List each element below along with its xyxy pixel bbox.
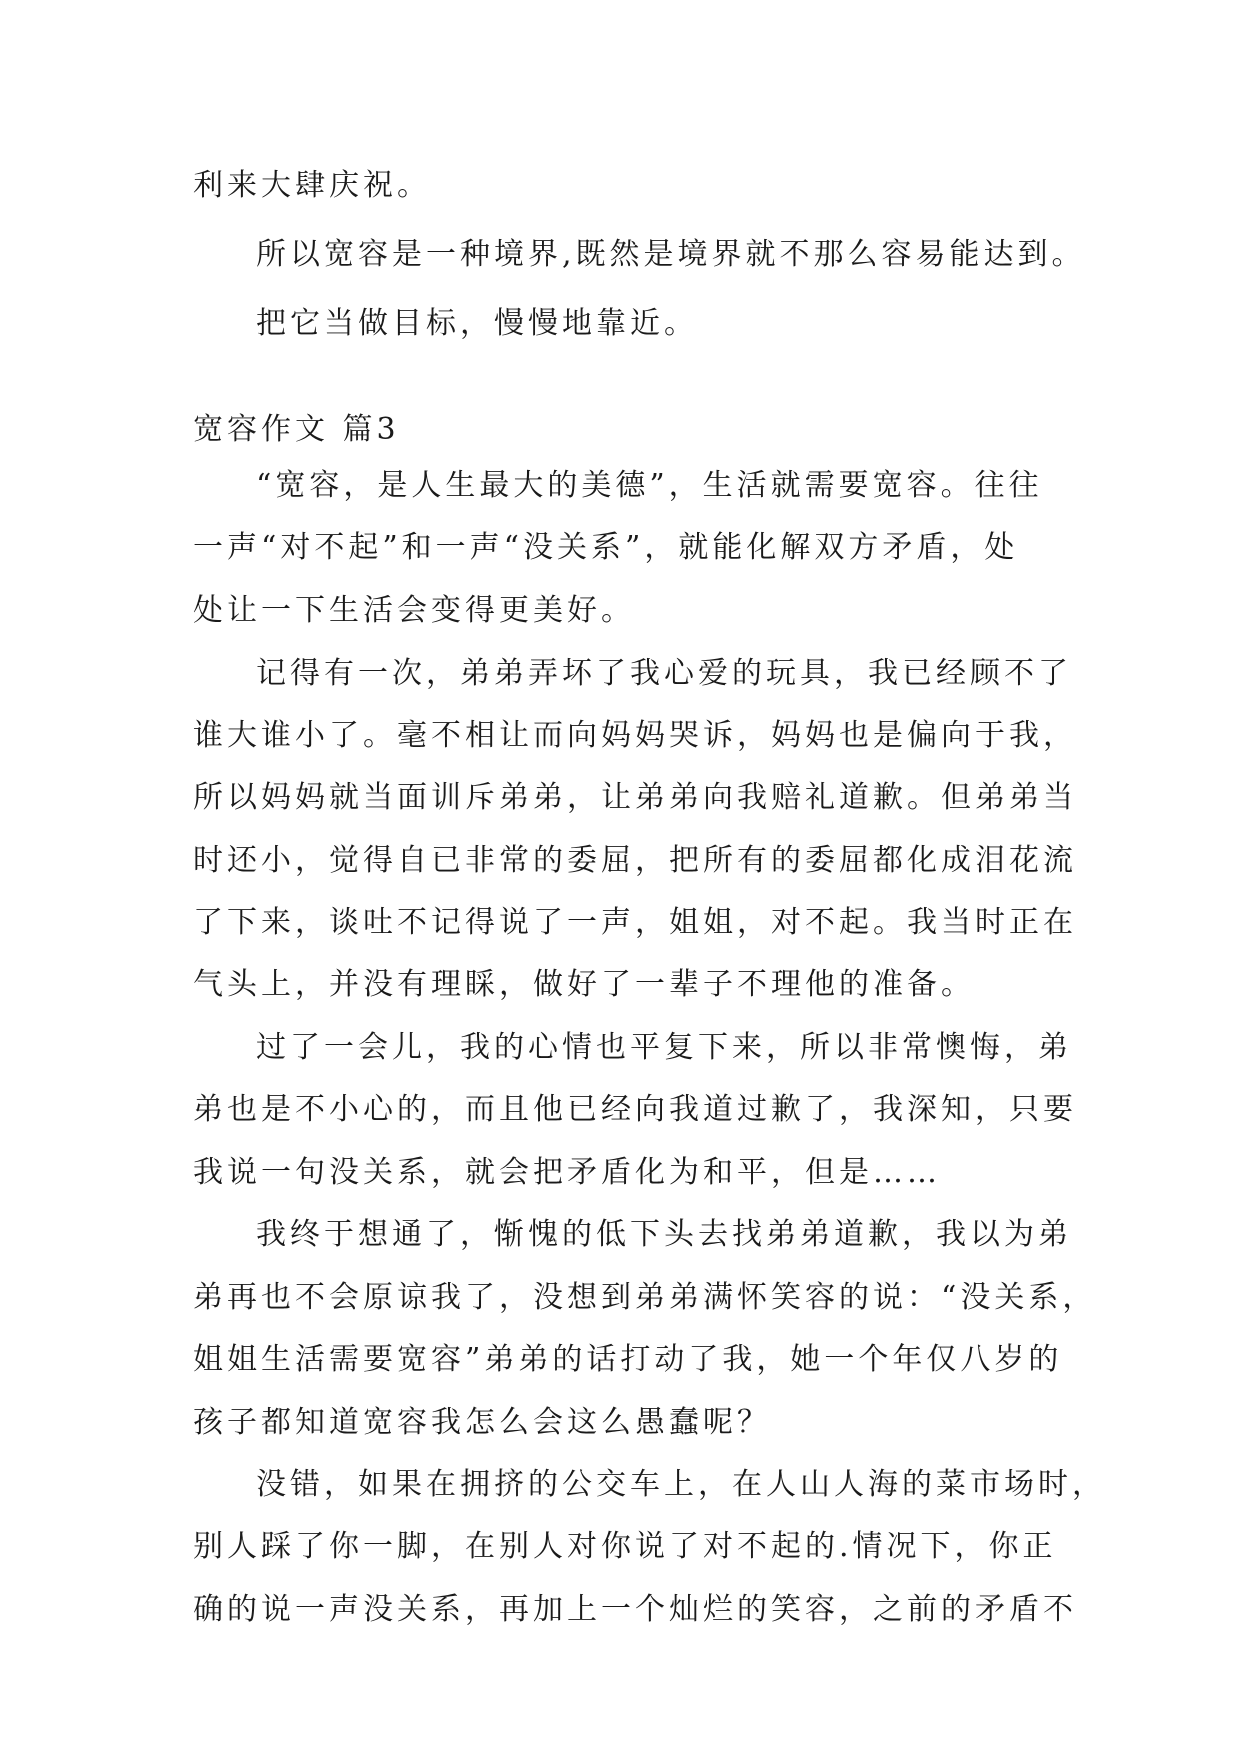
text-line: 记得有一次，弟弟弄坏了我心爱的玩具，我已经顾不了 (256, 656, 1072, 691)
text-line: 确的说一声没关系，再加上一个灿烂的笑容，之前的矛盾不 (193, 1592, 1077, 1627)
text-line: 所以宽容是一种境界,既然是境界就不那么容易能达到。 (256, 237, 1086, 272)
text-line: “宽容，是人生最大的美德”，生活就需要宽容。往往 (256, 468, 1043, 503)
text-line: 孩子都知道宽容我怎么会这么愚蠢呢？ (193, 1405, 771, 1440)
text-line: 过了一会儿，我的心情也平复下来，所以非常懊悔，弟 (256, 1030, 1072, 1065)
text-line: 弟也是不小心的，而且他已经向我道过歉了，我深知，只要 (193, 1092, 1077, 1127)
text-line: 我说一句没关系，就会把矛盾化为和平，但是…… (193, 1155, 941, 1190)
text-line: 处让一下生活会变得更美好。 (193, 593, 635, 628)
text-line: 一声“对不起”和一声“没关系”，就能化解双方矛盾，处 (193, 530, 1019, 565)
text-line: 姐姐生活需要宽容”弟弟的话打动了我，她一个年仅八岁的 (193, 1342, 1063, 1377)
section-heading: 宽容作文 篇3 (193, 412, 400, 447)
text-line: 气头上，并没有理睬，做好了一辈子不理他的准备。 (193, 967, 975, 1002)
text-line: 了下来，谈吐不记得说了一声，姐姐，对不起。我当时正在 (193, 905, 1077, 940)
text-line: 把它当做目标，慢慢地靠近。 (256, 306, 698, 341)
text-line: 所以妈妈就当面训斥弟弟，让弟弟向我赔礼道歉。但弟弟当 (193, 780, 1077, 815)
text-line: 弟再也不会原谅我了，没想到弟弟满怀笑容的说：“没关系， (193, 1280, 1097, 1315)
text-line: 时还小，觉得自已非常的委屈，把所有的委屈都化成泪花流 (193, 843, 1077, 878)
text-line: 没错，如果在拥挤的公交车上，在人山人海的菜市场时， (256, 1467, 1106, 1502)
text-line: 我终于想通了，惭愧的低下头去找弟弟道歉，我以为弟 (256, 1217, 1072, 1252)
text-line: 谁大谁小了。毫不相让而向妈妈哭诉，妈妈也是偏向于我， (193, 718, 1077, 753)
text-line: 利来大肆庆祝。 (193, 168, 431, 203)
text-line: 别人踩了你一脚，在别人对你说了对不起的.情况下，你正 (193, 1529, 1057, 1564)
